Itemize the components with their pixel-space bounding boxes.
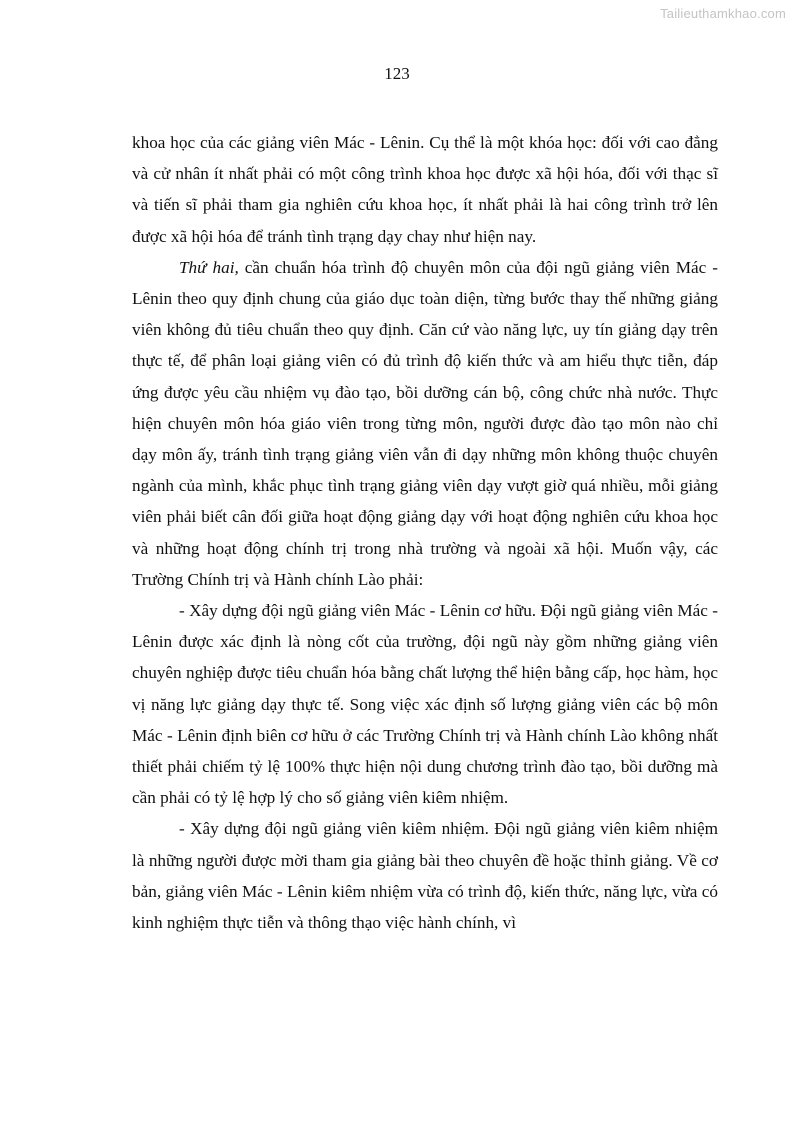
paragraph-2-lead: Thứ hai, — [179, 257, 239, 277]
paragraph-4: - Xây dựng đội ngũ giảng viên kiêm nhiệm. Đội ngũ giảng viên kiêm nhiệm là những người được mời tham gia giảng bài theo chuyên đề hoặc thỉnh giảng. Về cơ bản, giảng viên Mác - Lênin kiêm nhiệm vừa có trình độ, kiến thức, năng lực, vừa có kinh nghiệm thực tiễn và thông thạo việc hành chính, vì — [132, 819, 718, 933]
page-number: 123 — [384, 64, 410, 83]
paragraph-2-text: cần chuẩn hóa trình độ chuyên môn của đội ngũ giảng viên Mác - Lênin theo quy định chung của giáo dục toàn diện, từng bước thay thế những giảng viên không đủ tiêu chuẩn theo quy định. Căn cứ vào năng lực, uy tín giảng dạy trên thực tế, để phân loại giảng viên có đủ trình độ kiến thức và am hiểu thực tiễn, đáp ứng được yêu cầu nhiệm vụ đào tạo, bồi dưỡng cán bộ, công chức nhà nước. Thực hiện chuyên môn hóa giáo viên trong từng môn, người được đào tạo môn nào chỉ dạy môn ấy, tránh tình trạng giảng viên vẫn đi dạy những môn không thuộc chuyên ngành của mình, khắc phục tình trạng giảng viên dạy vượt giờ quá nhiều, mỗi giảng viên phải biết cân đối giữa hoạt động giảng dạy với hoạt động nghiên cứu khoa học và những hoạt động chính trị trong nhà trường và ngoài xã hội. Muốn vậy, các Trường Chính trị và Hành chính Lào phải: — [132, 257, 718, 589]
document-body — [132, 127, 718, 938]
paragraph-1: khoa học của các giảng viên Mác - Lênin. Cụ thể là một khóa học: đối với cao đẳng và cử nhân ít nhất phải có một công trình khoa học được xã hội hóa, đối với thạc sĩ và tiến sĩ phải tham gia nghiên cứu khoa học, ít nhất phải là hai công trình trở lên được xã hội hóa để tránh tình trạng dạy chay như hiện nay. — [132, 133, 718, 246]
paragraph-2 — [132, 252, 718, 595]
paragraph-3: - Xây dựng đội ngũ giảng viên Mác - Lênin cơ hữu. Đội ngũ giảng viên Mác - Lênin được xác định là nòng cốt của trường, đội ngũ này gồm những giảng viên chuyên nghiệp được tiêu chuẩn hóa bằng chất lượng thể hiện bằng cấp, học hàm, học vị năng lực giảng dạy thực tế. Song việc xác định số lượng giảng viên các bộ môn Mác - Lênin định biên cơ hữu ở các Trường Chính trị và Hành chính Lào không nhất thiết phải chiếm tỷ lệ 100% thực hiện nội dung chương trình đào tạo, bồi dưỡng mà cần phải có tỷ lệ hợp lý cho số giảng viên kiêm nhiệm. — [132, 601, 718, 808]
watermark: Tailieuthamkhao.com — [660, 6, 786, 21]
